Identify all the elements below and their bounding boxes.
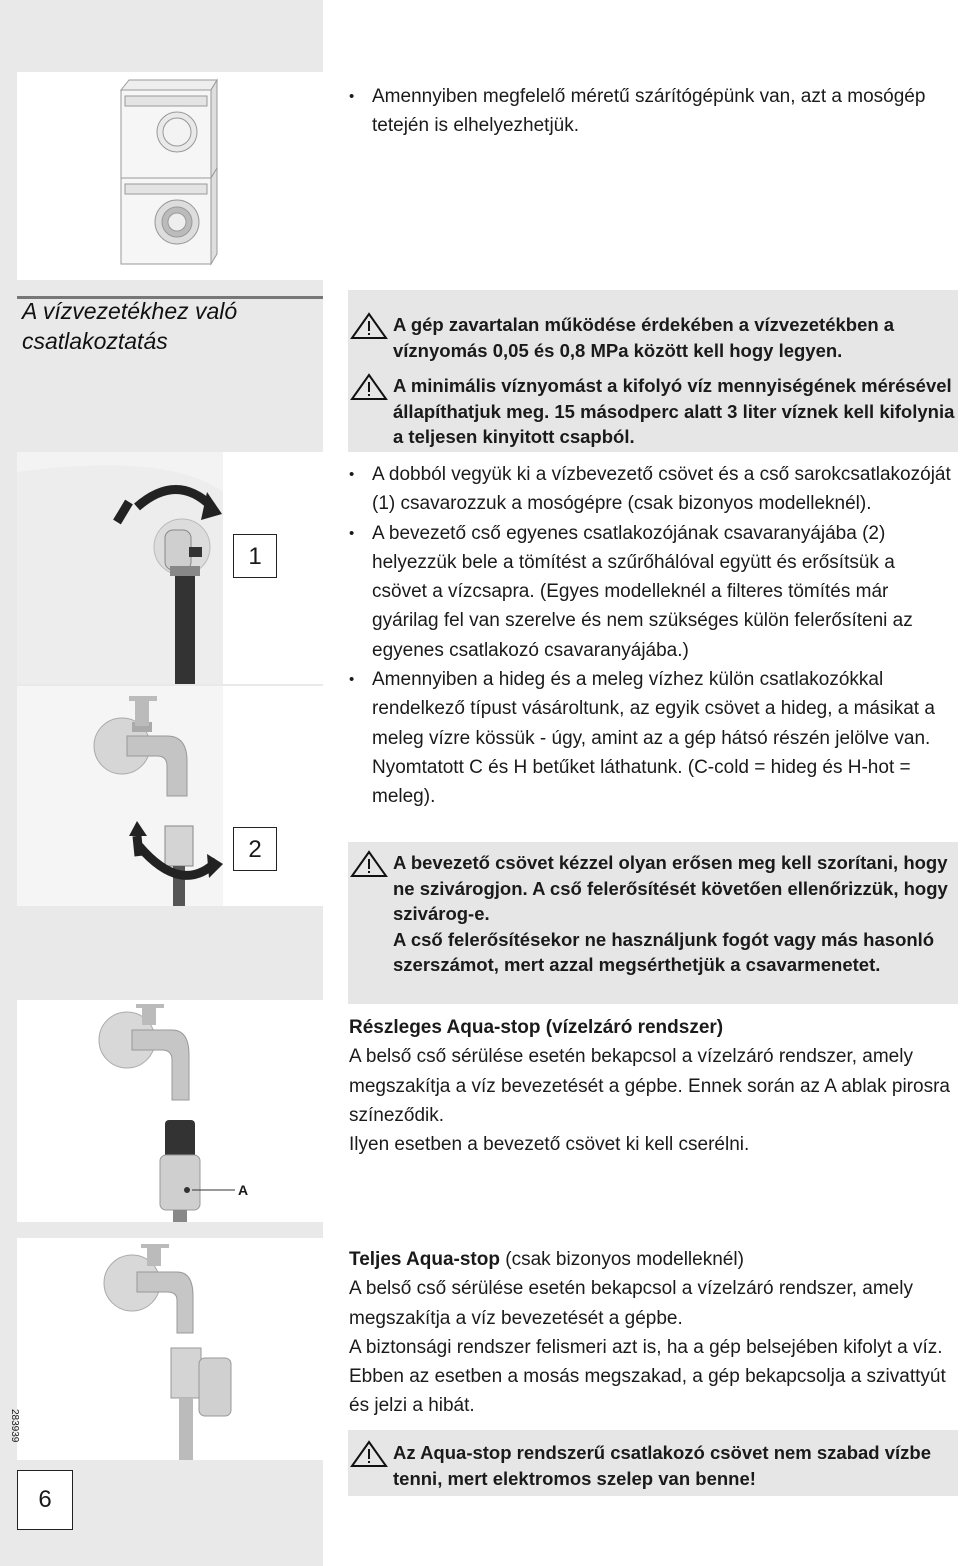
pressure-warning-text-1: A gép zavartalan működése érdekében a vízvezetékben a víznyomás 0,05 és 0,8 MPa között kell hogy legyen. [393,314,895,361]
partial-aquastop-paragraph-1: A belső cső sérülése esetén bekapcsol a vízelzáró rendszer, amely megszakítja a víz bevezetését a gépbe. Ennek során az A ablak pirosra színeződik. [349,1046,950,1126]
callout-label-1: 1 [233,534,277,578]
list-item: • A dobból vegyük ki a vízbevezető csövet és a cső sarokcsatlakozóját (1) csavarozzuk a mosógépre (csak bizonyos modelleknél). [349,460,953,519]
callout-label-a: A [238,1182,249,1198]
full-aquastop-paragraph-1: A belső cső sérülése esetén bekapcsol a vízelzáró rendszer, amely megszakítja a víz bevezetését a gépbe. [349,1278,913,1329]
aquastop-warning-text: Az Aqua-stop rendszerű csatlakozó csövet nem szabad vízbe tenni, mert elektromos szelep van benne! [393,1442,932,1489]
stacked-dryer-washer-illustration [17,72,323,280]
full-aquastop-section [349,1245,955,1421]
full-aquastop-heading-rest: (csak bizonyos modelleknél) [499,1249,744,1270]
pressure-warning-line-1 [350,312,958,363]
pressure-warning [350,312,958,450]
partial-aquastop-section [349,1013,955,1159]
list-item: • A bevezető cső egyenes csatlakozójának csavaranyájába (2) helyezzük bele a tömítést a szűrőhálóval együtt és erősítsük a csövet a vízcsapra. (Egyes modelleknél a filteres tömítés már gyárilag fel van szerelve és nem szükséges külön felerősíteni az egyenes csatlakozó csavaranyájába.) [349,519,953,665]
callout-label-2: 2 [233,827,277,871]
partial-aquastop-illustration [17,1000,323,1222]
aquastop-warning [350,1440,958,1491]
tighten-warning-content [350,850,958,978]
install-instructions [349,460,953,812]
page-number: 6 [17,1470,73,1530]
tap-nut-panel [17,686,323,906]
pressure-warning-line-2 [350,373,958,450]
full-aquastop-paragraph-2: A biztonsági rendszer felismeri azt is, ha a gép belsejében kifolyt a víz. Ebben az esetben a mosás megszakad, a gép bekapcsolja a szivattyút és jelzi a hibát. [349,1336,946,1417]
full-aquastop-panel [17,1238,323,1460]
warning-triangle-icon [350,1440,388,1468]
stacked-machines-panel [17,72,323,280]
tap-nut-illustration [17,686,323,906]
partial-aquastop-paragraph-2: Ilyen esetben a bevezető csövet ki kell cserélni. [349,1134,750,1156]
partial-aquastop-panel [17,1000,323,1222]
full-aquastop-heading [349,1245,955,1274]
aquastop-warning-content [350,1440,958,1491]
tighten-warning-text-1: A bevezető csövet kézzel olyan erősen meg kell szorítani, hogy ne szivárogjon. A cső felerősítését követően ellenőrizzük, hogy szivárog-e. [393,852,948,924]
hose-elbow-illustration [17,452,323,684]
warning-triangle-icon [350,373,388,401]
tighten-warning [350,850,958,978]
section-title: A vízvezetékhez való csatlakoztatás [22,298,238,354]
list-item: • Amennyiben a hideg és a meleg vízhez külön csatlakozókkal rendelkező típust vásároltunk, az egyik csövet a hideg, a másikat a meleg vízre kössük - úgy, amint az a gép hátsó részén jelölve van. Nyomtatott C és H betűket láthatunk. (C-cold = hideg és H-hot = meleg). [349,665,953,811]
warning-triangle-icon [350,312,388,340]
top-bullet-block [349,82,949,141]
full-aquastop-heading-bold: Teljes Aqua-stop [349,1249,500,1270]
partial-aquastop-heading: Részleges Aqua-stop (vízelzáró rendszer) [349,1017,724,1038]
warning-triangle-icon [350,850,388,878]
hose-elbow-panel [17,452,323,684]
document-code: 283939 [9,1409,20,1443]
pressure-warning-text-2: A minimális víznyomást a kifolyó víz mennyiségének mérésével állapíthatjuk meg. 15 másodperc alatt 3 liter víznek kell kifolynia a teljesen kinyitott csapból. [393,375,955,447]
tighten-warning-text-2: A cső felerősítésekor ne használjunk fogót vagy más hasonló szerszámot, mert azzal megsérthetjük a csavarmenetet. [393,928,935,975]
list-item: • Amennyiben megfelelő méretű szárítógépünk van, azt a mosógép tetején is elhelyezhetjük. [349,82,949,141]
full-aquastop-illustration [17,1238,323,1460]
